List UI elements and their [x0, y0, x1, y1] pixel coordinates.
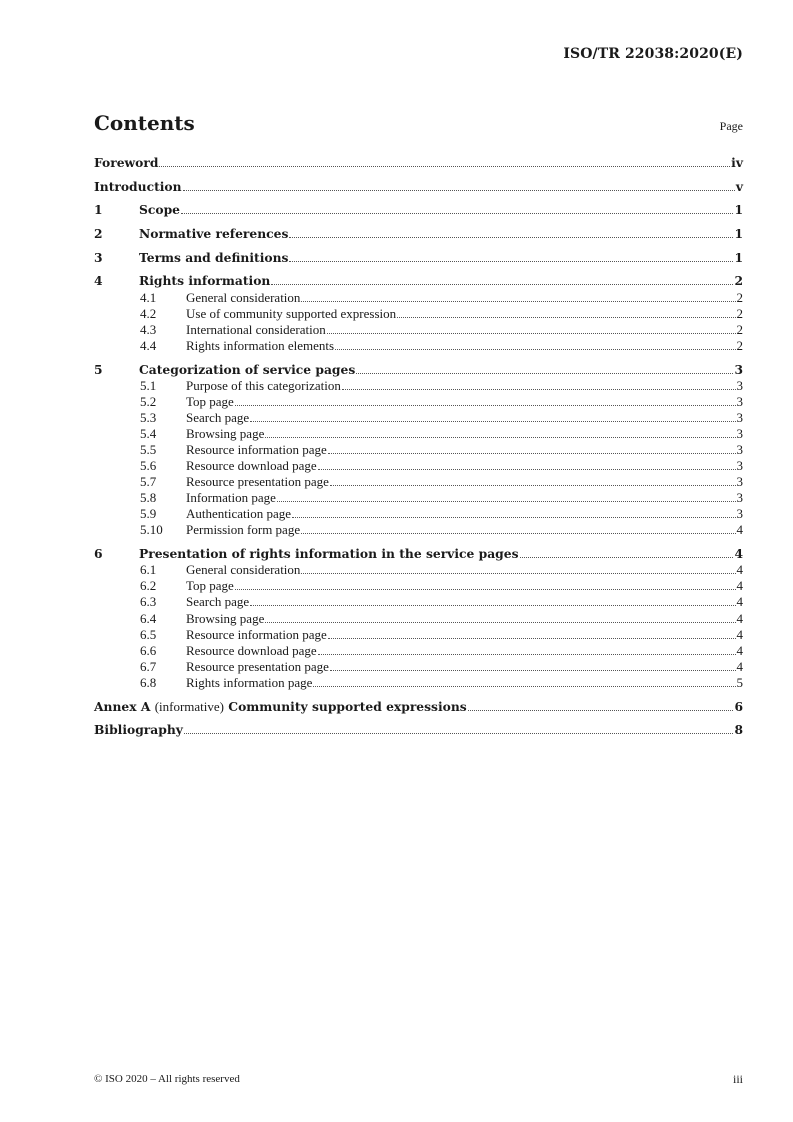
toc-subentry-title: Rights information elements: [186, 337, 335, 353]
toc-entry-number: 2: [94, 226, 103, 242]
toc-entry-title: Normative references: [139, 226, 289, 242]
toc-subentry-number: 6.7: [140, 658, 157, 674]
toc-subentry-title: Permission form page: [186, 522, 301, 538]
toc-entry-page: 1: [734, 226, 743, 242]
leader-dots: [277, 500, 736, 502]
leader-dots: [328, 637, 736, 639]
toc-subentry-number: 5.8: [140, 490, 157, 506]
page-number: iii: [732, 1072, 743, 1086]
copyright-notice: © ISO 2020 – All rights reserved: [94, 1073, 240, 1085]
leader-dots: [183, 189, 735, 191]
toc-subentry-page: 3: [736, 377, 743, 393]
toc-subentry-title: Top page: [186, 393, 234, 409]
toc-subentry[interactable]: [94, 643, 743, 659]
toc-subentry[interactable]: [94, 675, 743, 691]
toc-subentry[interactable]: [94, 394, 743, 410]
toc-entry-page: iv: [731, 155, 743, 170]
toc-subentry-page: 3: [736, 393, 743, 409]
toc-subentry-number: 4.4: [140, 337, 157, 353]
toc-entry-title: [94, 699, 467, 715]
contents-title: Contents: [94, 111, 195, 135]
leader-dots: [328, 452, 736, 454]
toc-subentry-title: Top page: [186, 578, 234, 594]
toc-subentry-number: 5.7: [140, 474, 157, 490]
toc-subentry-title: International consideration: [186, 321, 326, 337]
toc-subentry-page: 3: [736, 409, 743, 425]
toc-subentry-title: Browsing page: [186, 610, 265, 626]
toc-entry-annex-a[interactable]: [94, 699, 743, 715]
toc-subentry-number: 4.2: [140, 305, 157, 321]
toc-subentry[interactable]: [94, 562, 743, 578]
leader-dots: [356, 372, 733, 374]
toc-entry-page: 4: [734, 546, 743, 562]
leader-dots: [271, 283, 733, 285]
toc-subentry-number: 5.6: [140, 458, 157, 474]
toc-subentry-title: Resource download page: [186, 642, 317, 658]
leader-dots: [265, 621, 735, 623]
leader-dots: [313, 685, 735, 687]
toc-subentry-page: 4: [736, 594, 743, 610]
toc-subentry-number: 5.9: [140, 506, 157, 522]
leader-dots: [301, 572, 735, 574]
toc-entry-page: v: [735, 178, 743, 194]
leader-dots: [318, 468, 736, 470]
toc-subentry-title: General consideration: [186, 289, 301, 305]
toc-subentry-number: 5.1: [140, 377, 157, 393]
leader-dots: [159, 165, 730, 167]
toc-entry-number: 1: [94, 202, 103, 218]
toc-subentry-page: 4: [736, 562, 743, 578]
toc-subentry[interactable]: [94, 290, 743, 306]
toc-subentry[interactable]: [94, 442, 743, 458]
toc-subentry-page: 2: [736, 305, 743, 321]
toc-subentry-title: Resource presentation page: [186, 658, 329, 674]
toc-subentry-page: 4: [736, 578, 743, 594]
leader-dots: [520, 556, 734, 558]
leader-dots: [184, 732, 734, 734]
toc-subentry-title: Purpose of this categorization: [186, 377, 341, 393]
toc-subentry-number: 4.1: [140, 289, 157, 305]
leader-dots: [181, 212, 733, 214]
toc-subentry-page: 2: [736, 289, 743, 305]
toc-subentry-number: 6.8: [140, 674, 157, 690]
toc-subentry-title: Search page: [186, 594, 250, 610]
toc-entry-title: Foreword: [94, 155, 159, 170]
toc-subentry-title: Search page: [186, 409, 250, 425]
toc-entry-title: Rights information: [139, 273, 271, 289]
toc-subentry-title: Resource presentation page: [186, 474, 329, 490]
toc-subentry-number: 6.2: [140, 578, 157, 594]
toc-subentry-page: 3: [736, 441, 743, 457]
toc-entry-title: Categorization of service pages: [139, 361, 356, 377]
toc-entry-page: 8: [734, 722, 743, 738]
toc-subentry[interactable]: [94, 659, 743, 675]
toc-subentry[interactable]: [94, 306, 743, 322]
leader-dots: [468, 709, 734, 711]
leader-dots: [301, 532, 735, 534]
leader-dots: [289, 236, 733, 238]
toc-entry-normative-references[interactable]: [94, 226, 743, 242]
annex-label: Annex A: [94, 698, 151, 714]
toc-subentry-page: 2: [736, 337, 743, 353]
toc-entry-page: 1: [734, 249, 743, 265]
toc-subentry-title: Information page: [186, 490, 276, 506]
toc-subentry-number: 6.3: [140, 594, 157, 610]
toc-subentry-title: Resource download page: [186, 458, 317, 474]
toc-subentry[interactable]: [94, 611, 743, 627]
toc-subentry-page: 4: [736, 610, 743, 626]
toc-subentry-page: 3: [736, 490, 743, 506]
leader-dots: [292, 516, 735, 518]
toc-subentry[interactable]: [94, 458, 743, 474]
toc-subentry[interactable]: [94, 506, 743, 522]
toc-entry-presentation-of-rights-information[interactable]: [94, 546, 743, 562]
leader-dots: [330, 484, 736, 486]
toc-entry-title: Scope: [139, 202, 180, 218]
toc-entry-page: 6: [734, 698, 743, 714]
toc-entry-introduction[interactable]: [94, 179, 743, 195]
toc-subentry-page: 4: [736, 626, 743, 642]
toc-subentry-title: Rights information page: [186, 674, 313, 690]
toc-subentry-page: 4: [736, 642, 743, 658]
toc-subentry[interactable]: [94, 627, 743, 643]
leader-dots: [289, 260, 733, 262]
toc-subentry-title: Browsing page: [186, 425, 265, 441]
leader-dots: [301, 300, 735, 302]
annex-title: Community supported expressions: [228, 698, 467, 714]
toc-entry-scope[interactable]: [94, 202, 743, 218]
doc-id: ISO/TR 22038:2020(E): [563, 46, 743, 62]
toc-subentry-number: 5.4: [140, 425, 157, 441]
toc-subentry-number: 6.5: [140, 626, 157, 642]
toc-subentry-number: 4.3: [140, 321, 157, 337]
table-of-contents: [94, 155, 743, 738]
toc-entry-number: 5: [94, 361, 103, 377]
toc-subentry-title: Authentication page: [186, 506, 292, 522]
leader-dots: [327, 332, 736, 334]
leader-dots: [250, 604, 735, 606]
leader-dots: [235, 588, 736, 590]
toc-subentry-title: Resource information page: [186, 441, 327, 457]
toc-subentry-title: Resource information page: [186, 626, 327, 642]
toc-subentry[interactable]: [94, 594, 743, 610]
toc-entry-title: Introduction: [94, 178, 182, 194]
leader-dots: [265, 436, 735, 438]
leader-dots: [235, 404, 736, 406]
leader-dots: [397, 316, 735, 318]
toc-entry-terms-and-definitions[interactable]: [94, 250, 743, 266]
toc-subentry-number: 5.3: [140, 409, 157, 425]
toc-subentry-title: Use of community supported expression: [186, 305, 397, 321]
toc-subentry-number: 6.1: [140, 562, 157, 578]
toc-subentry[interactable]: [94, 490, 743, 506]
leader-dots: [318, 653, 736, 655]
toc-entry-page: 2: [734, 273, 743, 289]
toc-entry-bibliography[interactable]: [94, 722, 743, 738]
toc-entry-title: Terms and definitions: [139, 249, 289, 265]
toc-subentry-number: 6.6: [140, 642, 157, 658]
toc-entry-page: 1: [734, 202, 743, 218]
toc-subentry[interactable]: [94, 522, 743, 538]
toc-subentry[interactable]: [94, 410, 743, 426]
toc-entry-title: Bibliography: [94, 722, 183, 738]
toc-subentry-page: 2: [736, 321, 743, 337]
toc-entry-foreword[interactable]: [94, 155, 743, 171]
toc-subentry[interactable]: [94, 578, 743, 594]
toc-subentry-page: 3: [736, 474, 743, 490]
leader-dots: [342, 388, 736, 390]
toc-subentry-page: 5: [736, 674, 743, 690]
toc-subentry-page: 4: [736, 658, 743, 674]
toc-entry-rights-information[interactable]: [94, 273, 743, 289]
toc-subentry[interactable]: [94, 426, 743, 442]
toc-entry-categorization-of-service-pages[interactable]: [94, 362, 743, 378]
leader-dots: [250, 420, 735, 422]
toc-subentry[interactable]: [94, 378, 743, 394]
toc-entry-number: 3: [94, 249, 103, 265]
toc-subentry-number: 5.5: [140, 441, 157, 457]
toc-subentry-number: 5.10: [140, 522, 163, 538]
toc-subentry[interactable]: [94, 338, 743, 354]
toc-entry-page: 3: [734, 361, 743, 377]
toc-subentry-page: 3: [736, 425, 743, 441]
leader-dots: [330, 669, 736, 671]
toc-subentry-page: 3: [736, 458, 743, 474]
toc-subentry-page: 4: [736, 522, 743, 538]
toc-subentry[interactable]: [94, 474, 743, 490]
toc-subentry-title: General consideration: [186, 562, 301, 578]
toc-subentry-page: 3: [736, 506, 743, 522]
toc-subentry[interactable]: [94, 322, 743, 338]
leader-dots: [335, 348, 735, 350]
toc-entry-number: 6: [94, 546, 103, 562]
toc-subentry-number: 6.4: [140, 610, 157, 626]
toc-subentry-number: 5.2: [140, 393, 157, 409]
toc-entry-number: 4: [94, 273, 103, 289]
annex-qualifier: (informative): [154, 698, 224, 714]
page-column-label: Page: [719, 119, 743, 133]
toc-entry-title: Presentation of rights information in the service pages: [139, 546, 519, 562]
